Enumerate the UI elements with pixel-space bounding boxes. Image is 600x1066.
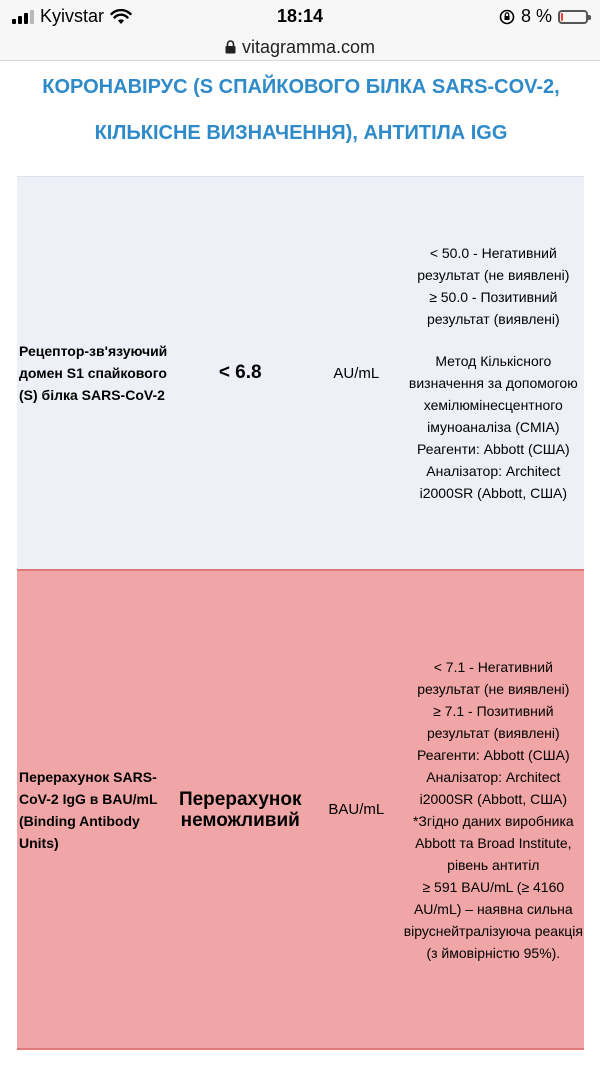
battery-percent: 8 %: [520, 6, 552, 26]
reference-line: Аналізатор: Architect i2000SR (Abbott, США): [419, 768, 568, 807]
test-value: Перерахунок неможливий: [178, 788, 302, 831]
reference-line: < 7.1 - Негативний результат (не виявлені): [417, 658, 570, 697]
status-right: [499, 6, 588, 27]
reference-range: [403, 656, 584, 964]
reference-line: ≥ 591 BAU/mL (≥ 4160 AU/mL) – наявна сильна віруснейтралізуюча реакція (з ймовірністю 95%).: [403, 878, 583, 961]
method-note: Реагенти: Abbott (США): [417, 441, 570, 457]
reference-line: *Згідно даних виробника Abbott та Broad Institute, рівень антитіл: [412, 812, 574, 873]
lock-icon: [225, 40, 236, 54]
table-row: [17, 176, 584, 569]
method-note: Метод Кількісного визначення за допомогою хемілюмінесцентного імуноаналіза (CMIA): [408, 353, 578, 435]
test-name: Рецептор-зв'язуючий домен S1 спайкового (S) білка SARS-CoV-2: [19, 343, 168, 403]
reference-line: < 50.0 - Негативний результат (не виявлені): [417, 245, 570, 283]
battery-icon: [558, 10, 588, 24]
test-value: < 6.8: [218, 362, 262, 383]
clock: 18:14: [276, 6, 324, 26]
method-note: Аналізатор: Architect i2000SR (Abbott, США): [419, 463, 568, 501]
reference-range: [403, 242, 584, 504]
address-bar[interactable]: [0, 34, 600, 61]
results-table: [17, 176, 584, 1050]
reference-line: ≥ 7.1 - Позитивний результат (виявлені): [426, 702, 560, 741]
page-title: КОРОНАВІРУС (S СПАЙКОВОГО БІЛКА SARS-COV-2, КІЛЬКІСНЕ ВИЗНАЧЕННЯ), АНТИТІЛА IGG: [42, 76, 560, 144]
reference-line: ≥ 50.0 - Позитивний результат (виявлені): [426, 289, 560, 327]
orientation-lock-icon: [499, 9, 515, 25]
test-unit: BAU/mL: [328, 801, 385, 818]
status-bar: [0, 0, 600, 34]
carrier-name: Kyivstar: [40, 6, 105, 26]
url-text[interactable]: vitagramma.com: [241, 36, 376, 57]
battery-level: [561, 13, 563, 21]
table-row: [17, 569, 584, 1050]
test-unit: AU/mL: [333, 364, 380, 382]
reference-line: Реагенти: Abbott (США): [417, 746, 570, 763]
test-name: Перерахунок SARS-CoV-2 IgG в BAU/mL (Binding Antibody Units): [19, 768, 158, 851]
